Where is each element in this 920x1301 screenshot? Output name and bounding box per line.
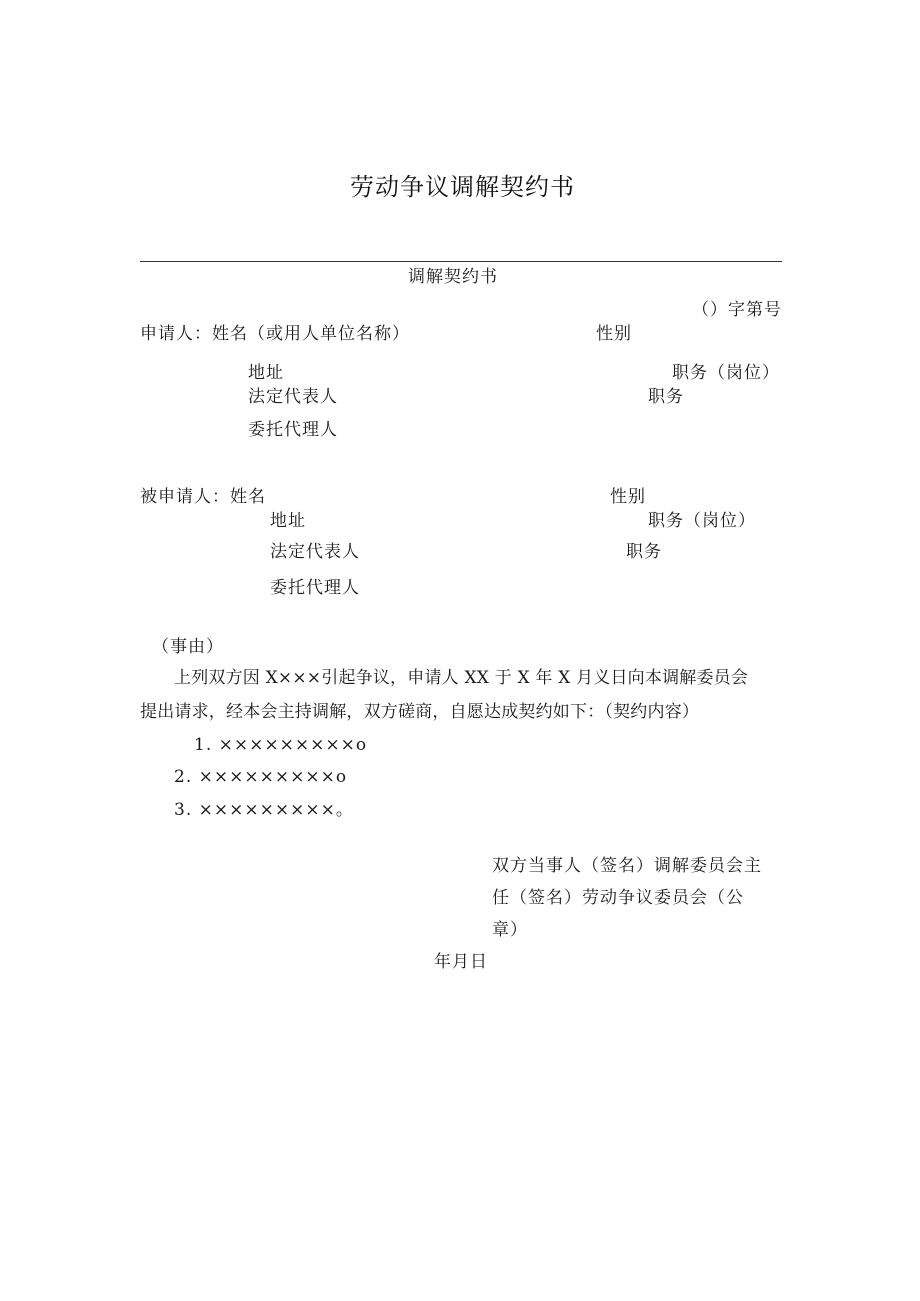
- respondent-gender-label: 性别: [610, 487, 646, 507]
- reason-label: （事由）: [152, 637, 224, 657]
- respondent-heading: 被申请人：姓名: [140, 487, 266, 507]
- signature-line-2: 任（签名）劳动争议委员会（公: [492, 888, 744, 908]
- document-number: （）字第号: [692, 300, 782, 320]
- header-divider: [140, 261, 782, 262]
- applicant-agent-label: 委托代理人: [248, 420, 338, 440]
- applicant-legal-rep-label: 法定代表人: [248, 387, 338, 407]
- respondent-legal-rep-label: 法定代表人: [270, 542, 360, 562]
- body-paragraph-line-1: 上列双方因 X×××引起争议，申请人 XX 于 X 年 X 月义日向本调解委员会: [174, 668, 749, 688]
- respondent-position-post-label: 职务（岗位）: [648, 511, 756, 531]
- respondent-agent-label: 委托代理人: [270, 578, 360, 598]
- agreement-item-3: 3. ×××××××××。: [174, 800, 354, 820]
- applicant-address-label: 地址: [248, 363, 284, 383]
- body-paragraph-line-2: 提出请求，经本会主持调解，双方磋商，自愿达成契约如下：（契约内容）: [140, 702, 700, 722]
- agreement-item-2: 2. ×××××××××o: [174, 767, 348, 787]
- signature-line-1: 双方当事人（签名）调解委员会主: [492, 856, 762, 876]
- applicant-gender-label: 性别: [596, 324, 632, 344]
- applicant-position-post-label: 职务（岗位）: [672, 363, 780, 383]
- applicant-position-label: 职务: [648, 387, 684, 407]
- document-title: 劳动争议调解契约书: [350, 173, 575, 201]
- applicant-heading: 申请人：姓名（或用人单位名称）: [140, 324, 410, 344]
- respondent-position-label: 职务: [626, 542, 662, 562]
- document-subtitle: 调解契约书: [408, 267, 498, 287]
- agreement-item-1: 1. ×××××××××o: [194, 735, 368, 755]
- respondent-address-label: 地址: [270, 511, 306, 531]
- signature-date: 年月日: [434, 952, 488, 972]
- signature-line-3: 章）: [492, 920, 528, 940]
